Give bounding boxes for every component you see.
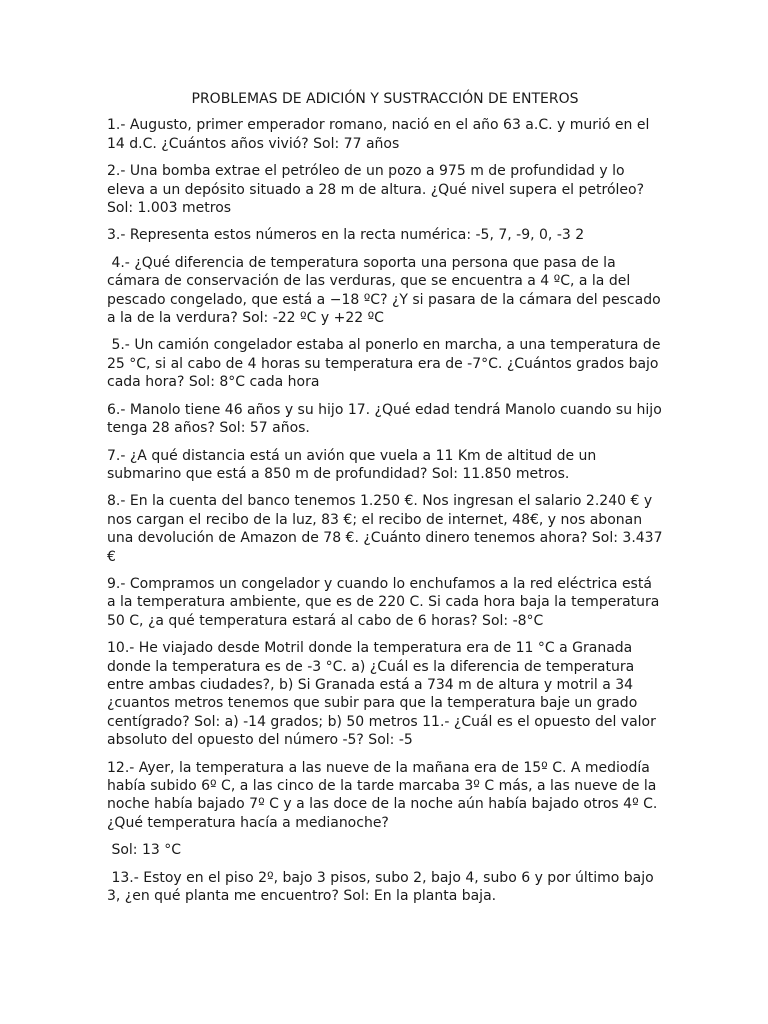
problem-2: 2.- Una bomba extrae el petróleo de un pozo a 975 m de profundidad y lo eleva a un depósito situado a 28 m de altura. ¿Qué nivel supera el petróleo? Sol: 1.003 metros	[107, 163, 649, 217]
problem-5: 5.- Un camión congelador estaba al ponerlo en marcha, a una temperatura de 25 °C, si al cabo de 4 horas su temperatura era de -7°C. ¿Cuántos grados bajo cada hora? Sol: 8°C cada hora	[107, 337, 665, 391]
document-body	[107, 90, 667, 914]
problem-12-solution: Sol: 13 °C	[107, 842, 182, 859]
problem-9: 9.- Compramos un congelador y cuando lo enchufamos a la red eléctrica está a la temperatura ambiente, que es de 220 C. Si cada hora baja la temperatura 50 C, ¿a qué temperatura estará al cabo de 6 horas? Sol: -8°C	[107, 575, 664, 629]
problem-12: 12.- Ayer, la temperatura a las nueve de la mañana era de 15º C. A mediodía había subido 6º C, a las cinco de la tarde marcaba 3º C más, a las nueve de la noche había bajado 7º C y a las doce de la noche aún había bajado otros 4º C. ¿Qué temperatura hacía a medianoche?	[107, 759, 662, 831]
page-title: PROBLEMAS DE ADICIÓN Y SUSTRACCIÓN DE ENTEROS	[191, 91, 579, 107]
problem-8: 8.- En la cuenta del banco tenemos 1.250 €. Nos ingresan el salario 2.240 € y nos cargan el recibo de la luz, 83 €; el recibo de internet, 48€, y nos abonan una devolución de Amazon de 78 €. ¿Cuánto dinero tenemos ahora? Sol: 3.437 €	[107, 493, 667, 565]
problem-4: 4.- ¿Qué diferencia de temperatura soporta una persona que pasa de la cámara de conservación de las verduras, que se encuentra a 4 ºC, a la del pescado congelado, que está a −18 ºC? ¿Y si pasara de la cámara del pescado a la de la verdura? Sol: -22 ºC y +22 ºC	[107, 254, 666, 327]
problem-10-11: 10.- He viajado desde Motril donde la temperatura era de 11 °C a Granada donde la temperatura es de -3 °C. a) ¿Cuál es la diferencia de temperatura entre ambas ciudades?, b) Si Granada está a 734 m de altura y motril a 34 ¿cuantos metros tenemos que subir para que la temperatura baje un grado centígrado? Sol: a) -14 grados; b) 50 metros 11.- ¿Cuál es el opuesto del valor absoluto del opuesto del número -5? Sol: -5	[107, 640, 661, 749]
problem-13: 13.- Estoy en el piso 2º, bajo 3 pisos, subo 2, bajo 4, subo 6 y por último bajo 3, ¿en qué planta me encuentro? Sol: En la planta baja.	[107, 869, 659, 905]
problem-1: 1.- Augusto, primer emperador romano, nació en el año 63 a.C. y murió en el 14 d.C. ¿Cuántos años vivió? Sol: 77 años	[107, 117, 654, 152]
problem-7: 7.- ¿A qué distancia está un avión que vuela a 11 Km de altitud de un submarino que está a 850 m de profundidad? Sol: 11.850 metros.	[107, 447, 601, 482]
problem-6: 6.- Manolo tiene 46 años y su hijo 17. ¿Qué edad tendrá Manolo cuando su hijo tenga 28 años? Sol: 57 años.	[107, 401, 667, 437]
problem-3: 3.- Representa estos números en la recta numérica: -5, 7, -9, 0, -3 2	[107, 227, 585, 244]
